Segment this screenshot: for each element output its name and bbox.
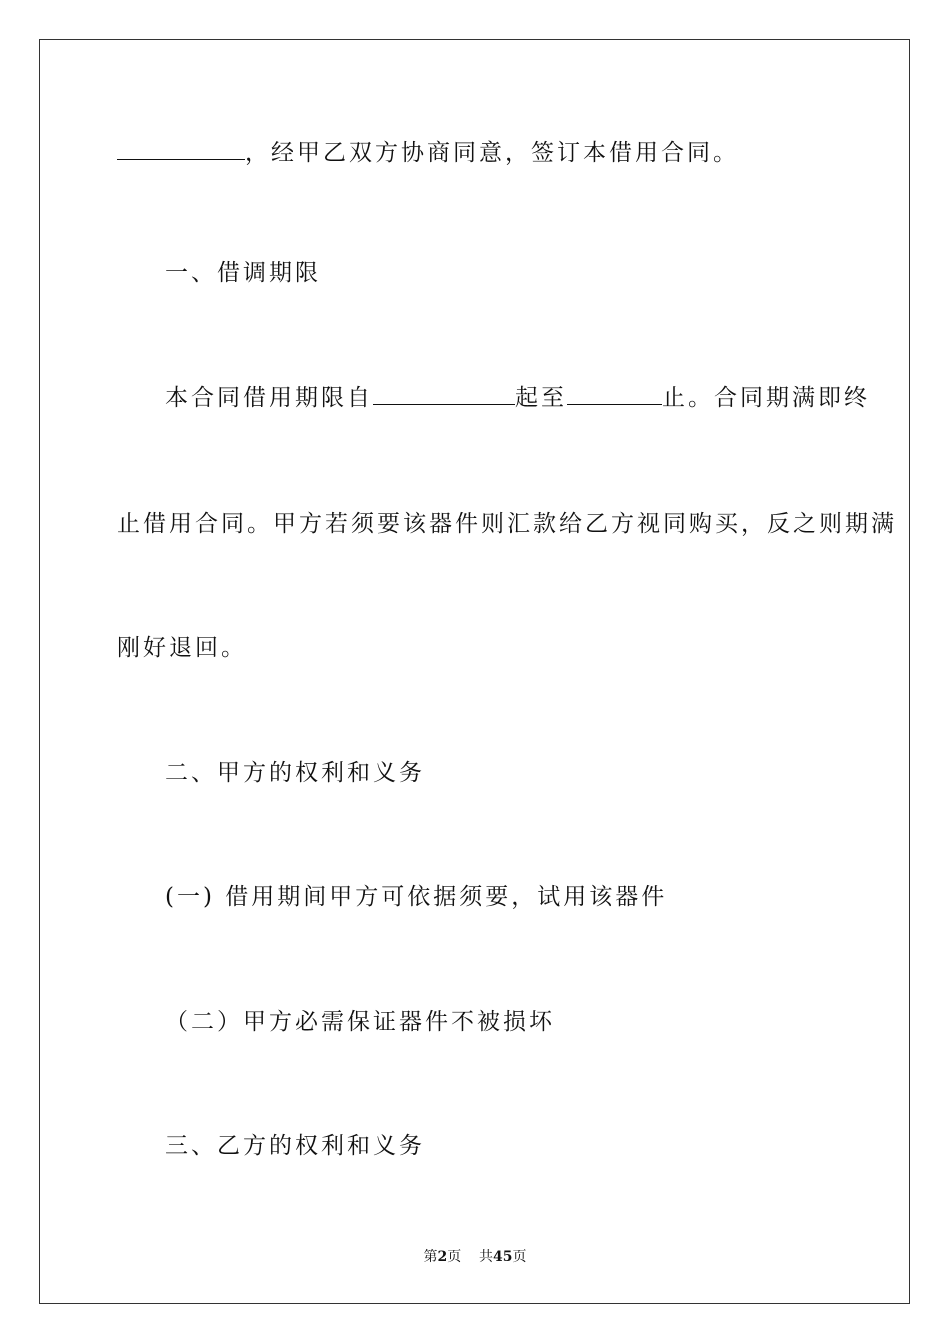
footer-total-suffix: 页 [512,1249,527,1265]
paragraph-intro [117,138,739,168]
term-text-c: 止。合同期满即终 [662,385,870,411]
footer-total-pages: 45 [493,1249,513,1265]
footer-page-number: 2 [437,1249,448,1265]
blank-start-date [373,386,515,405]
term-text-a: 本合同借用期限自 [165,385,373,411]
page-frame [39,39,910,1304]
paragraph-term-line-3: 刚好退回。 [117,635,247,661]
list-item-2-2: （二）甲方必需保证器件不被损坏 [165,1009,555,1035]
section-heading-3: 三、乙方的权利和义务 [165,1133,425,1159]
section-heading-1: 一、借调期限 [165,260,321,286]
paragraph-term-line-2: 止借用合同。甲方若须要该器件则汇款给乙方视同购买，反之则期满 [117,511,897,537]
blank-field [117,141,245,160]
page-footer [0,1246,950,1266]
footer-page-suffix: 页 [447,1249,462,1265]
blank-end-date [567,386,662,405]
intro-text: ，经甲乙双方协商同意，签订本借用合同。 [245,140,739,166]
section-heading-2: 二、甲方的权利和义务 [165,760,425,786]
term-text-b: 起至 [515,385,567,411]
list-item-2-1: (一) 借用期间甲方可依据须要，试用该器件 [165,884,668,910]
footer-total-prefix: 共 [479,1249,494,1265]
footer-page-prefix: 第 [423,1249,438,1265]
paragraph-term-line-1 [165,383,870,413]
